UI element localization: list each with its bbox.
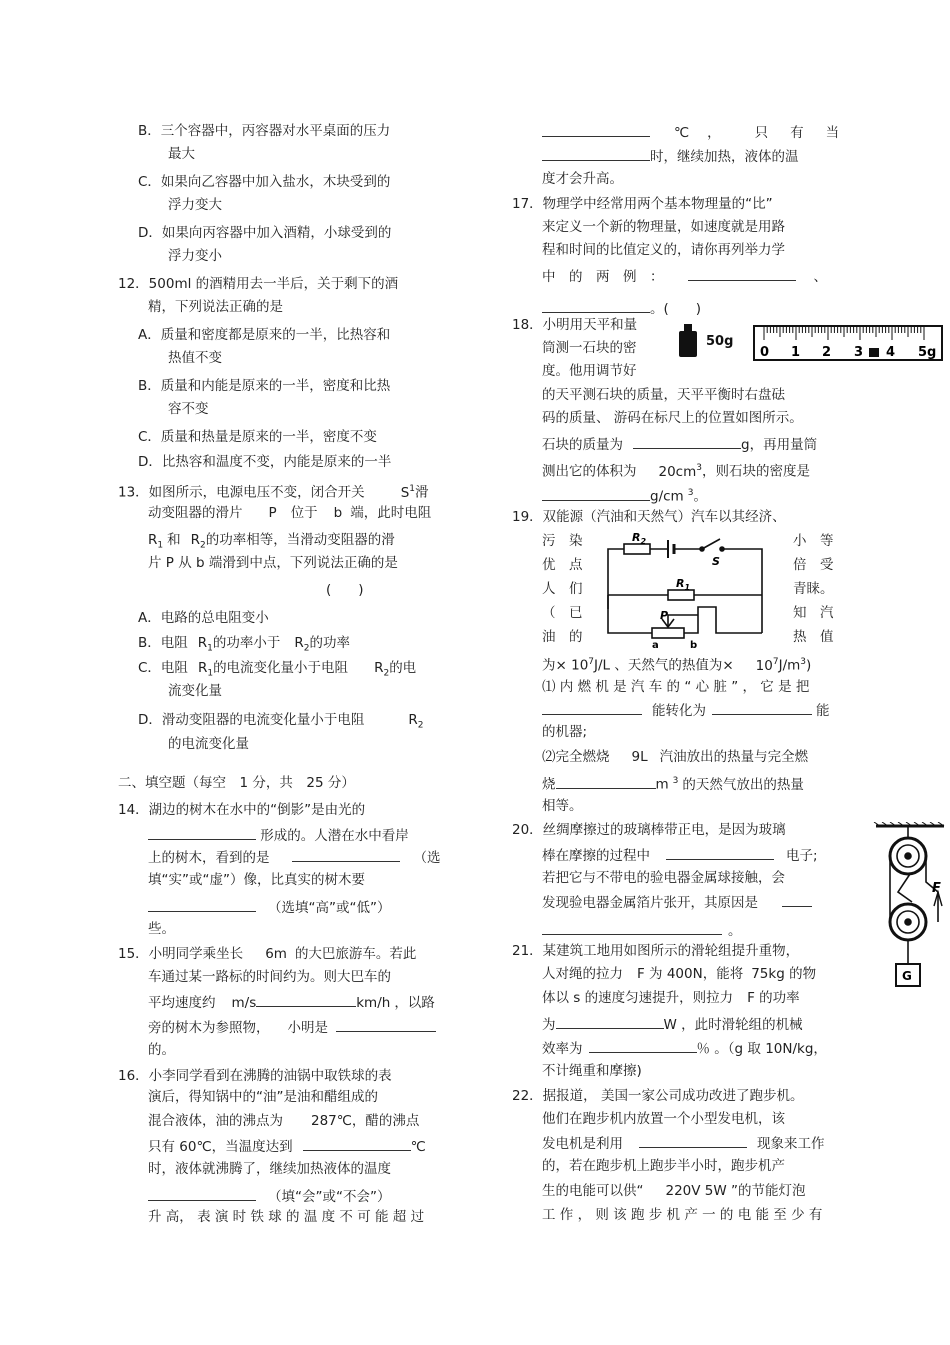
q21-line4: 为 W ，此时滑轮组的机械 <box>542 1014 803 1034</box>
q12-stem-cont: 精，下列说法正确的是 <box>148 299 283 315</box>
q12-option-a-cont: 热值不变 <box>168 350 222 366</box>
q15-line2: 车通过某一路标的时间约为。则大巴车的 <box>148 969 391 985</box>
q13-line2: 动变阻器的滑片 P 位于 b 端，此时电阻 <box>148 505 432 521</box>
weight-icon <box>679 324 697 357</box>
q11-option-b-cont: 最大 <box>168 146 195 162</box>
q14-blank-3[interactable] <box>148 897 256 912</box>
q18-line4: 的天平测石块的质量，天平平衡时右盘砝 <box>542 387 785 403</box>
q19-line12: 烧 m $^3$ 的天然气放出的热量 <box>542 772 804 794</box>
label-a: a <box>652 640 659 649</box>
q16-blank-4[interactable] <box>542 146 650 161</box>
q21-blank-1[interactable] <box>556 1014 664 1029</box>
q17-blank-2[interactable] <box>542 298 650 313</box>
label-s: S <box>712 555 720 568</box>
ruler-label-5: 5g <box>918 345 937 360</box>
q19-line11: ⑵完全燃烧 9L 汽油放出的热量与完全燃 <box>542 749 809 765</box>
q20-line5: 。 <box>542 920 742 940</box>
force-label-f: F <box>932 881 941 896</box>
ruler-label-3: 3 <box>854 345 864 360</box>
q13-line3: $R_1$ 和 $R_2$的功率相等，当滑动变阻器的滑 <box>148 532 395 551</box>
q19-line6-right: 热 值 <box>793 629 834 645</box>
q22-line1: 22．据报道， 美国一家公司成功改进了跑步机。 <box>512 1088 804 1104</box>
q14-line2: 形成的。人潜在水中看岸 <box>148 825 409 845</box>
q14-line1: 14．湖边的树木在水中的“倒影”是由光的 <box>118 802 366 818</box>
q13-option-a: A．电路的总电阻变小 <box>138 610 269 626</box>
circuit-diagram <box>596 531 774 649</box>
q18-line5: 码的质量、 游码在标尺上的位置如图所示。 <box>542 410 803 426</box>
q20-line4: 发现验电器金属箔片张开，其原因是 <box>542 892 812 912</box>
q16-line6: （填“会”或“不会”） <box>148 1186 390 1206</box>
q21-blank-2[interactable] <box>589 1038 697 1053</box>
q15-line3: 平均速度约 m/s km/h ，以路 <box>148 992 435 1012</box>
ruler-scale <box>754 326 942 360</box>
resistor-r1 <box>668 590 694 600</box>
switch-s <box>702 539 720 549</box>
pulley-figure <box>872 822 948 994</box>
q13-line4: 片 P 从 b 端滑到中点，下列说法正确的是 <box>148 555 398 571</box>
q16-line5: 时，液体就沸腾了，继续加热液体的温度 <box>148 1161 391 1177</box>
label-r1: $R_1$ <box>676 577 691 592</box>
q14-line6: 些。 <box>148 921 175 937</box>
weight-label-g: G <box>902 969 912 983</box>
q12-stem: 12．500ml 的酒精用去一半后，关于剩下的酒 <box>118 276 399 292</box>
q22-line6: 工 作 ， 则 该 跑 步 机 产 一 的 电 能 至 少 有 <box>542 1207 823 1223</box>
rider-icon <box>869 348 879 357</box>
q17-line3: 程和时间的比值定义的，请你再列举力学 <box>542 242 785 258</box>
q11-option-b: B．三个容器中，丙容器对水平桌面的压力 <box>138 123 391 139</box>
ruler-label-1: 1 <box>791 345 801 360</box>
q18-line3: 度。他用调节好 <box>542 363 637 379</box>
q17-line4: 中 的 两 例 ： 、 <box>542 266 827 286</box>
q16-line1: 16．小李同学看到在沸腾的油锅中取铁球的表 <box>118 1068 392 1084</box>
q16-blank-1[interactable] <box>303 1136 411 1151</box>
q20-line3: 若把它与不带电的验电器金属球接触，会 <box>542 870 785 886</box>
q22-line5: 生的电能可以供“ 220V 5W ”的节能灯泡 <box>542 1183 806 1199</box>
q19-line5-right: 知 汽 <box>793 605 834 621</box>
ruler-label-2: 2 <box>822 345 832 360</box>
q19-line3-left: 优 点 <box>542 557 583 573</box>
q19-blank-2[interactable] <box>712 700 812 715</box>
q15-line1: 15．小明同学乘坐长 6m 的大巴旅游车。若此 <box>118 946 417 962</box>
q16-cont-line1: ℃ ， 只 有 当 <box>542 122 839 142</box>
q22-line4: 的，若在跑步机上跑步半小时，跑步机产 <box>542 1158 785 1174</box>
q19-blank-1[interactable] <box>542 700 642 715</box>
q16-line2: 演后，得知锅中的“油”是油和醋组成的 <box>148 1089 378 1105</box>
label-p: P <box>660 609 669 622</box>
weight-label: 50g <box>706 334 734 349</box>
q17-line2: 来定义一个新的物理量，如速度就是用路 <box>542 219 785 235</box>
q21-line6: 不计绳重和摩擦) <box>542 1063 642 1079</box>
q14-blank-1[interactable] <box>148 825 256 840</box>
ruler-label-0: 0 <box>760 345 770 360</box>
q21-line3: 体以 s 的速度匀速提升，则拉力 F 的功率 <box>542 990 800 1006</box>
q19-line7: 为× $10^7J/L$ 、天然气的热值为× $10^7J/m^3$) <box>542 657 812 674</box>
q18-line6: 石块的质量为 g，再用量筒 <box>542 434 817 454</box>
q16-blank-2[interactable] <box>148 1186 256 1201</box>
q16-line3: 混合液体，油的沸点为 287℃，醋的沸点 <box>148 1113 420 1129</box>
q14-line4: 填“实”或“虚”）像，比真实的树木要 <box>148 872 365 888</box>
q19-line1: 19．双能源（汽油和天然气）汽车以其经济、 <box>512 509 786 525</box>
q16-cont-line2: 时，继续加热，液体的温 <box>542 146 799 166</box>
q17-line1: 17．物理学中经常用两个基本物理量的“比” <box>512 196 773 212</box>
q13-option-b: B．电阻 $R_1$的功率小于 $R_2$的功率 <box>138 635 351 654</box>
q11-option-d-cont: 浮力变小 <box>168 248 222 264</box>
section-2-heading: 二、填空题（每空 1 分，共 25 分） <box>118 775 355 791</box>
ruler-label-4: 4 <box>886 345 896 360</box>
q20-blank-2-cont[interactable] <box>542 920 722 935</box>
q18-line1: 18．小明用天平和量 <box>512 317 638 333</box>
q16-cont-line3: 度才会升高。 <box>542 171 623 187</box>
q12-option-d: D．比热容和温度不变，内能是原来的一半 <box>138 454 392 470</box>
q18-line2: 筒测一石块的密 <box>542 340 637 356</box>
q16-line4: 只有 60℃，当温度达到 ℃ <box>148 1136 426 1156</box>
q13-option-d-cont: 的电流变化量 <box>168 736 249 752</box>
rheostat <box>652 628 684 638</box>
q13-line1: 13．如图所示，电源电压不变，闭合开关 $S^1$滑 <box>118 484 429 501</box>
q19-blank-3[interactable] <box>556 774 656 789</box>
q22-line2: 他们在跑步机内放置一个小型发电机，该 <box>542 1111 785 1127</box>
q13-option-c-cont: 流变化量 <box>168 683 222 699</box>
q13-answer-paren: ( ) <box>326 582 364 598</box>
q17-line5: 。( ) <box>542 298 701 318</box>
q16-blank-3[interactable] <box>542 122 650 137</box>
q22-line3: 发电机是利用 现象来工作 <box>542 1133 825 1153</box>
q19-line4-right: 青睐。 <box>793 581 834 597</box>
q19-line8: ⑴ 内 燃 机 是 汽 车 的 “ 心 脏 ” ， 它 是 把 <box>542 679 810 695</box>
q18-line7: 测出它的体积为 $20cm^3$，则石块的密度是 <box>542 463 810 480</box>
q22-blank-1[interactable] <box>639 1133 747 1148</box>
label-b: b <box>690 640 698 649</box>
q20-blank-1[interactable] <box>666 845 774 860</box>
q21-line1: 21．某建筑工地用如图所示的滑轮组提升重物， <box>512 943 800 959</box>
q19-line2-right: 小 等 <box>793 533 834 549</box>
q11-option-d: D．如果向丙容器中加入酒精，小球受到的 <box>138 225 392 241</box>
q12-option-b: B．质量和内能是原来的一半，密度和比热 <box>138 378 391 394</box>
q20-line1: 20．丝绸摩擦过的玻璃棒带正电，是因为玻璃 <box>512 822 786 838</box>
q19-line2-left: 污 染 <box>542 533 583 549</box>
q19-line3-right: 倍 受 <box>793 557 834 573</box>
label-r2: $R_2$ <box>632 531 647 546</box>
q15-line4: 旁的树木为参照物， 小明是 <box>148 1017 436 1037</box>
q18-blank-2[interactable] <box>542 486 650 501</box>
q21-line2: 人对绳的拉力 F 为 400N，能将 75kg 的物 <box>542 966 817 982</box>
q19-line5-left: （ 已 <box>542 605 583 621</box>
q20-line2: 棒在摩擦的过程中 电子; <box>542 845 818 865</box>
q12-option-b-cont: 容不变 <box>168 401 209 417</box>
q20-blank-2[interactable] <box>782 892 812 907</box>
q19-line10: 的机器; <box>542 724 588 740</box>
q11-option-c-cont: 浮力变大 <box>168 197 222 213</box>
q11-option-c: C．如果向乙容器中加入盐水，木块受到的 <box>138 174 391 190</box>
q18-line8: g/cm $^3$。 <box>542 484 707 506</box>
balance-figure <box>674 318 946 364</box>
q19-line6-left: 油 的 <box>542 629 583 645</box>
q17-blank-1[interactable] <box>688 266 796 281</box>
q16-line7: 升 高， 表 演 时 铁 球 的 温 度 不 可 能 超 过 <box>148 1209 425 1225</box>
q14-line3: 上的树木，看到的是 （选 <box>148 847 441 867</box>
resistor-r2 <box>624 544 650 554</box>
q19-line4-left: 人 们 <box>542 581 583 597</box>
q15-blank-1[interactable] <box>256 992 356 1007</box>
q18-blank-1[interactable] <box>633 434 741 449</box>
q19-line13: 相等。 <box>542 798 583 814</box>
q15-blank-2[interactable] <box>336 1017 436 1032</box>
q12-option-a: A．质量和密度都是原来的一半，比热容和 <box>138 327 391 343</box>
q21-line5: 效率为 ％ 。（g 取 10N/kg， <box>542 1038 827 1058</box>
q15-line5: 的。 <box>148 1042 175 1058</box>
q14-blank-2[interactable] <box>292 847 400 862</box>
q13-option-c: C．电阻 $R_1$的电流变化量小于电阻 $R_2$的电 <box>138 660 417 679</box>
q14-line5: （选填“高”或“低”） <box>148 897 390 917</box>
q13-option-d: D．滑动变阻器的电流变化量小于电阻 $R_2$ <box>138 712 424 731</box>
q19-line9: 能转化为 能 <box>542 700 830 720</box>
q12-option-c: C．质量和热量是原来的一半，密度不变 <box>138 429 377 445</box>
